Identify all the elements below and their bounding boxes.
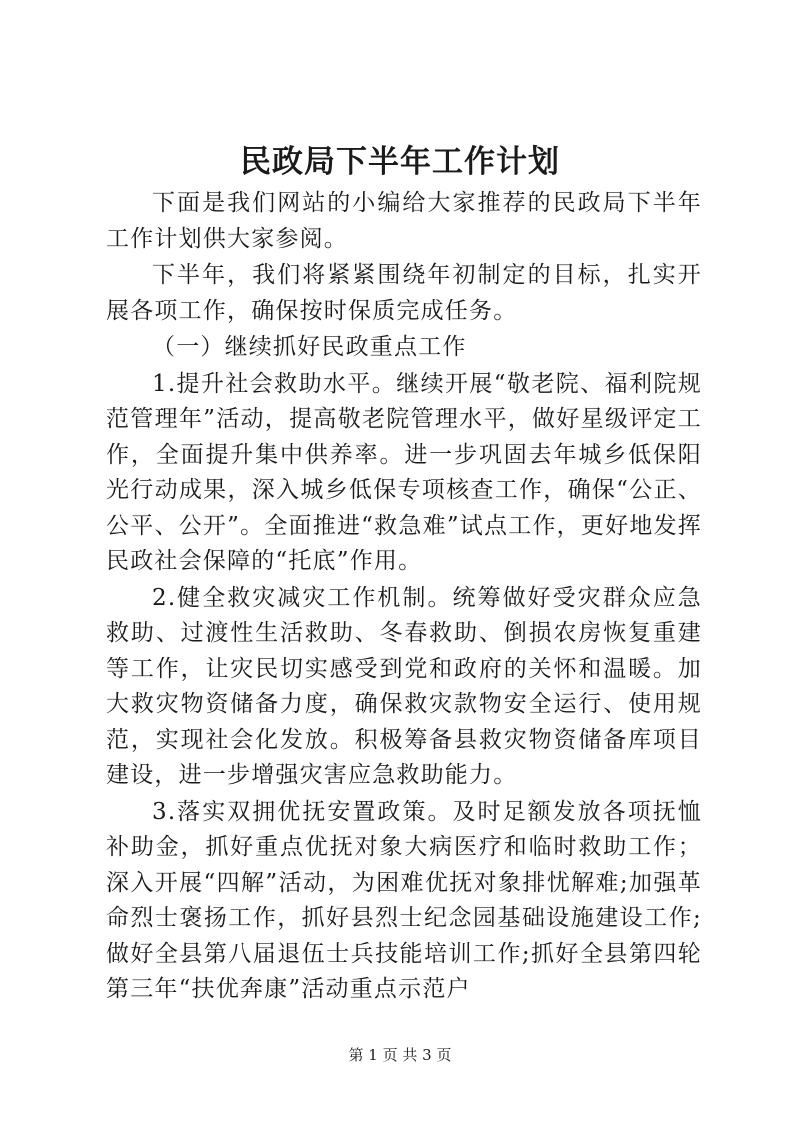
- intro-paragraph: 下面是我们网站的小编给大家推荐的民政局下半年工作计划供大家参阅。: [106, 190, 702, 252]
- section-heading: （一）继续抓好民政重点工作: [152, 334, 467, 360]
- item-2-paragraph: 2.健全救灾减灾工作机制。统筹做好受灾群众应急救助、过渡性生活救助、冬春救助、倒损农房恢复重建等工作，让灾民切实感受到党和政府的关怀和温暖。加大救灾物资储备力度，确保救灾款物安全运行、使用规范，实现社会化发放。积极筹备县救灾物资储备库项目建设，进一步增强灾害应急救助能力。: [106, 584, 702, 788]
- item-1-paragraph: 1.提升社会救助水平。继续开展“敬老院、福利院规范管理年”活动，提高敬老院管理水平，做好星级评定工作，全面提升集中供养率。进一步巩固去年城乡低保阳光行动成果，深入城乡低保专项核查工作，确保“公正、公平、公开”。全面推进“救急难”试点工作，更好地发挥民政社会保障的“托底”作用。: [106, 370, 702, 574]
- page-number: 第 1 页 共 3 页: [348, 1046, 452, 1064]
- item-3-paragraph: 3.落实双拥优抚安置政策。及时足额发放各项抚恤补助金，抓好重点优抚对象大病医疗和临时救助工作；深入开展“四解”活动，为困难优抚对象排忧解难;加强革命烈士褒扬工作，抓好县烈士纪念园基础设施建设工作;做好全县第八届退伍士兵技能培训工作;抓好全县第四轮第三年“扶优奔康”活动重点示范户: [106, 798, 702, 1002]
- overview-paragraph: 下半年，我们将紧紧围绕年初制定的目标，扎实开展各项工作，确保按时保质完成任务。: [106, 262, 702, 324]
- document-body: [106, 186, 702, 1008]
- page-title: 民政局下半年工作计划: [240, 144, 560, 180]
